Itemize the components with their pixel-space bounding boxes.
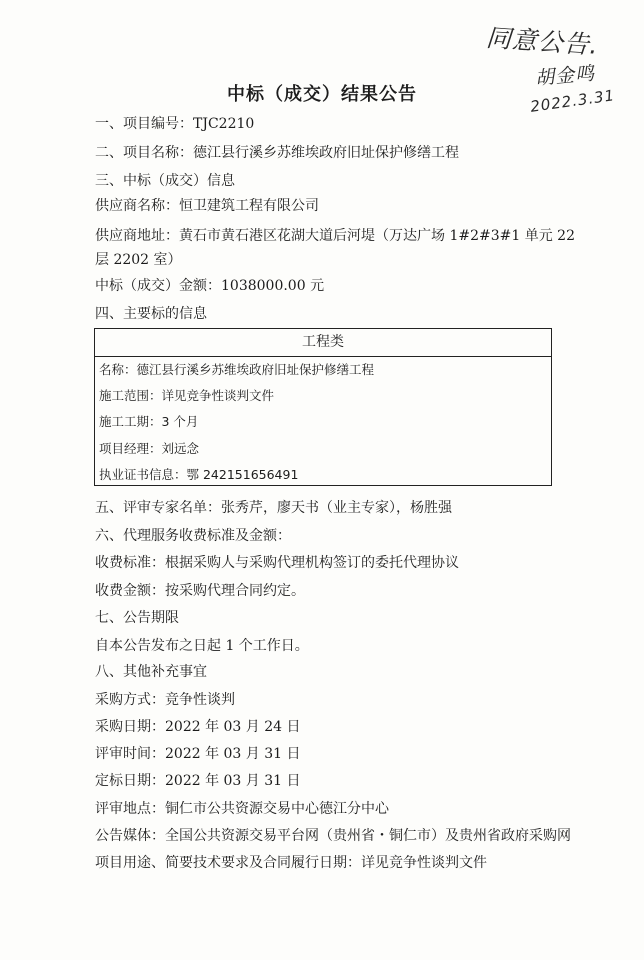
handwritten-date: 2022.3.31 [529, 86, 617, 116]
table-row-certificate: 执业证书信息：鄂 242151656491 [99, 466, 299, 482]
procurement-date: 采购日期：2022 年 03 月 24 日 [95, 719, 301, 735]
handwritten-approval: 同意公告. [485, 23, 600, 60]
section-award-info: 三、中标（成交）信息 [95, 173, 235, 189]
page-title: 中标（成交）结果公告 [227, 84, 417, 105]
table-row-duration: 施工工期：3 个月 [99, 414, 199, 430]
review-experts: 五、评审专家名单：张秀芹，廖天书（业主专家），杨胜强 [95, 500, 452, 516]
award-amount: 中标（成交）金额：1038000.00 元 [95, 278, 325, 294]
fee-amount: 收费金额：按采购代理合同约定。 [95, 583, 305, 599]
section-other-matters: 八、其他补充事宜 [95, 664, 207, 680]
project-name: 二、项目名称：德江县行溪乡苏维埃政府旧址保护修缮工程 [95, 145, 459, 161]
table-row-manager: 项目经理：刘远念 [99, 440, 200, 456]
announcement-media: 公告媒体：全国公共资源交易平台网（贵州省・铜仁市）及贵州省政府采购网 [95, 828, 571, 844]
table-header: 工程类 [95, 329, 551, 357]
project-number: 一、项目编号：TJC2210 [95, 116, 255, 132]
supplier-address: 供应商地址：黄石市黄石港区花湖大道后河堤（万达广场 1#2#3#1 单元 22 层 2202 室） [95, 228, 575, 268]
section-main-subject: 四、主要标的信息 [95, 306, 207, 322]
review-location: 评审地点：铜仁市公共资源交易中心德江分中心 [95, 801, 389, 817]
supplier-name: 供应商名称：恒卫建筑工程有限公司 [95, 198, 319, 214]
award-date: 定标日期：2022 年 03 月 31 日 [95, 773, 301, 789]
section-announcement-period: 七、公告期限 [95, 610, 179, 626]
procurement-method: 采购方式：竞争性谈判 [95, 692, 235, 708]
table-row-name: 名称：德江县行溪乡苏维埃政府旧址保护修缮工程 [99, 362, 375, 377]
handwritten-signature: 胡金鸣 [534, 62, 596, 90]
review-time: 评审时间：2022 年 03 月 31 日 [95, 746, 301, 762]
table-row-scope: 施工范围：详见竞争性谈判文件 [99, 388, 275, 404]
section-agency-fee: 六、代理服务收费标准及金额： [95, 528, 291, 544]
announcement-period: 自本公告发布之日起 1 个工作日。 [95, 638, 309, 654]
project-usage: 项目用途、简要技术要求及合同履行日期：详见竞争性谈判文件 [95, 855, 487, 871]
subject-info-table [94, 328, 552, 486]
fee-standard: 收费标准：根据采购人与采购代理机构签订的委托代理协议 [95, 555, 459, 571]
